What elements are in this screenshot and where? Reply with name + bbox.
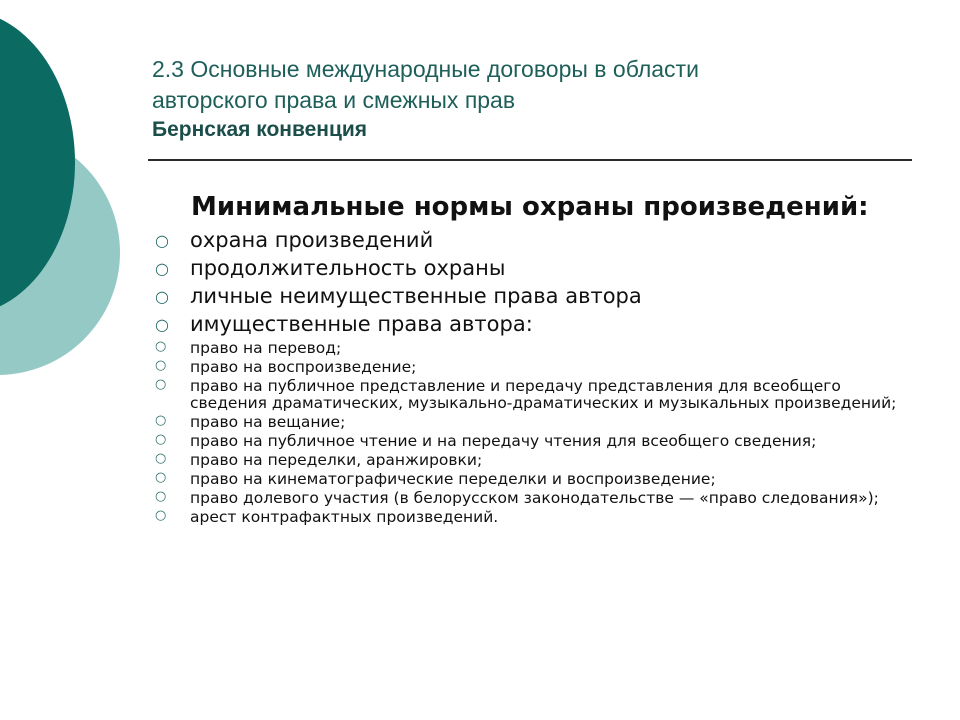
circle-bullet-icon: ○	[155, 231, 169, 250]
circle-bullet-icon: ○	[155, 451, 167, 466]
list-item-major	[150, 310, 920, 338]
circle-bullet-icon: ○	[155, 315, 169, 334]
list-item-major	[150, 282, 920, 310]
list-item-minor	[150, 414, 920, 431]
circle-bullet-icon: ○	[155, 489, 167, 504]
list-item-major	[150, 254, 920, 282]
circle-bullet-icon: ○	[155, 339, 167, 354]
list-item-major	[150, 226, 920, 254]
list-item-text: право на публичное представление и передачу представления для всеобщего сведения драматических, музыкально-драматических и музыкальных произведений;	[190, 377, 897, 412]
circle-bullet-icon: ○	[155, 358, 167, 373]
list-item-text: право на кинематографические переделки и воспроизведение;	[190, 470, 716, 488]
circle-bullet-icon: ○	[155, 470, 167, 485]
circle-bullet-icon: ○	[155, 259, 169, 278]
section-heading: Минимальные нормы охраны произведений:	[191, 192, 869, 222]
list-item-minor	[150, 433, 920, 450]
circle-bullet-icon: ○	[155, 413, 167, 428]
list-item-text: продолжительность охраны	[190, 256, 506, 280]
list-item-text: право на переделки, аранжировки;	[190, 451, 483, 469]
list-item-text: личные неимущественные права автора	[190, 284, 642, 308]
list-item-minor	[150, 378, 920, 412]
list-item-text: право на публичное чтение и на передачу чтения для всеобщего сведения;	[190, 432, 817, 450]
slide-body	[150, 188, 920, 526]
list-item-text: право долевого участия (в белорусском законодательстве — «право следования»);	[190, 489, 879, 507]
list-item-text: право на перевод;	[190, 339, 342, 357]
slide-title-line-2: авторского права и смежных прав	[152, 87, 516, 113]
slide-header	[152, 54, 932, 144]
circle-bullet-icon: ○	[155, 432, 167, 447]
list-item-minor	[150, 490, 920, 507]
list-item-minor	[150, 471, 920, 488]
list-item-text: арест контрафактных произведений.	[190, 508, 499, 526]
list-item-minor	[150, 340, 920, 357]
list-item-minor	[150, 359, 920, 376]
list-item-text: право на воспроизведение;	[190, 358, 417, 376]
list-item-text: имущественные права автора:	[190, 312, 533, 336]
slide-title-line-1: 2.3 Основные международные договоры в области	[152, 56, 699, 82]
list-item-minor	[150, 509, 920, 526]
circle-bullet-icon: ○	[155, 377, 167, 392]
list-item-text: право на вещание;	[190, 413, 346, 431]
circle-bullet-icon: ○	[155, 508, 167, 523]
circle-bullet-icon: ○	[155, 287, 169, 306]
list-item-minor	[150, 452, 920, 469]
slide-subtitle: Бернская конвенция	[152, 118, 368, 141]
header-divider	[148, 159, 912, 161]
list-item-text: охрана произведений	[190, 228, 434, 252]
